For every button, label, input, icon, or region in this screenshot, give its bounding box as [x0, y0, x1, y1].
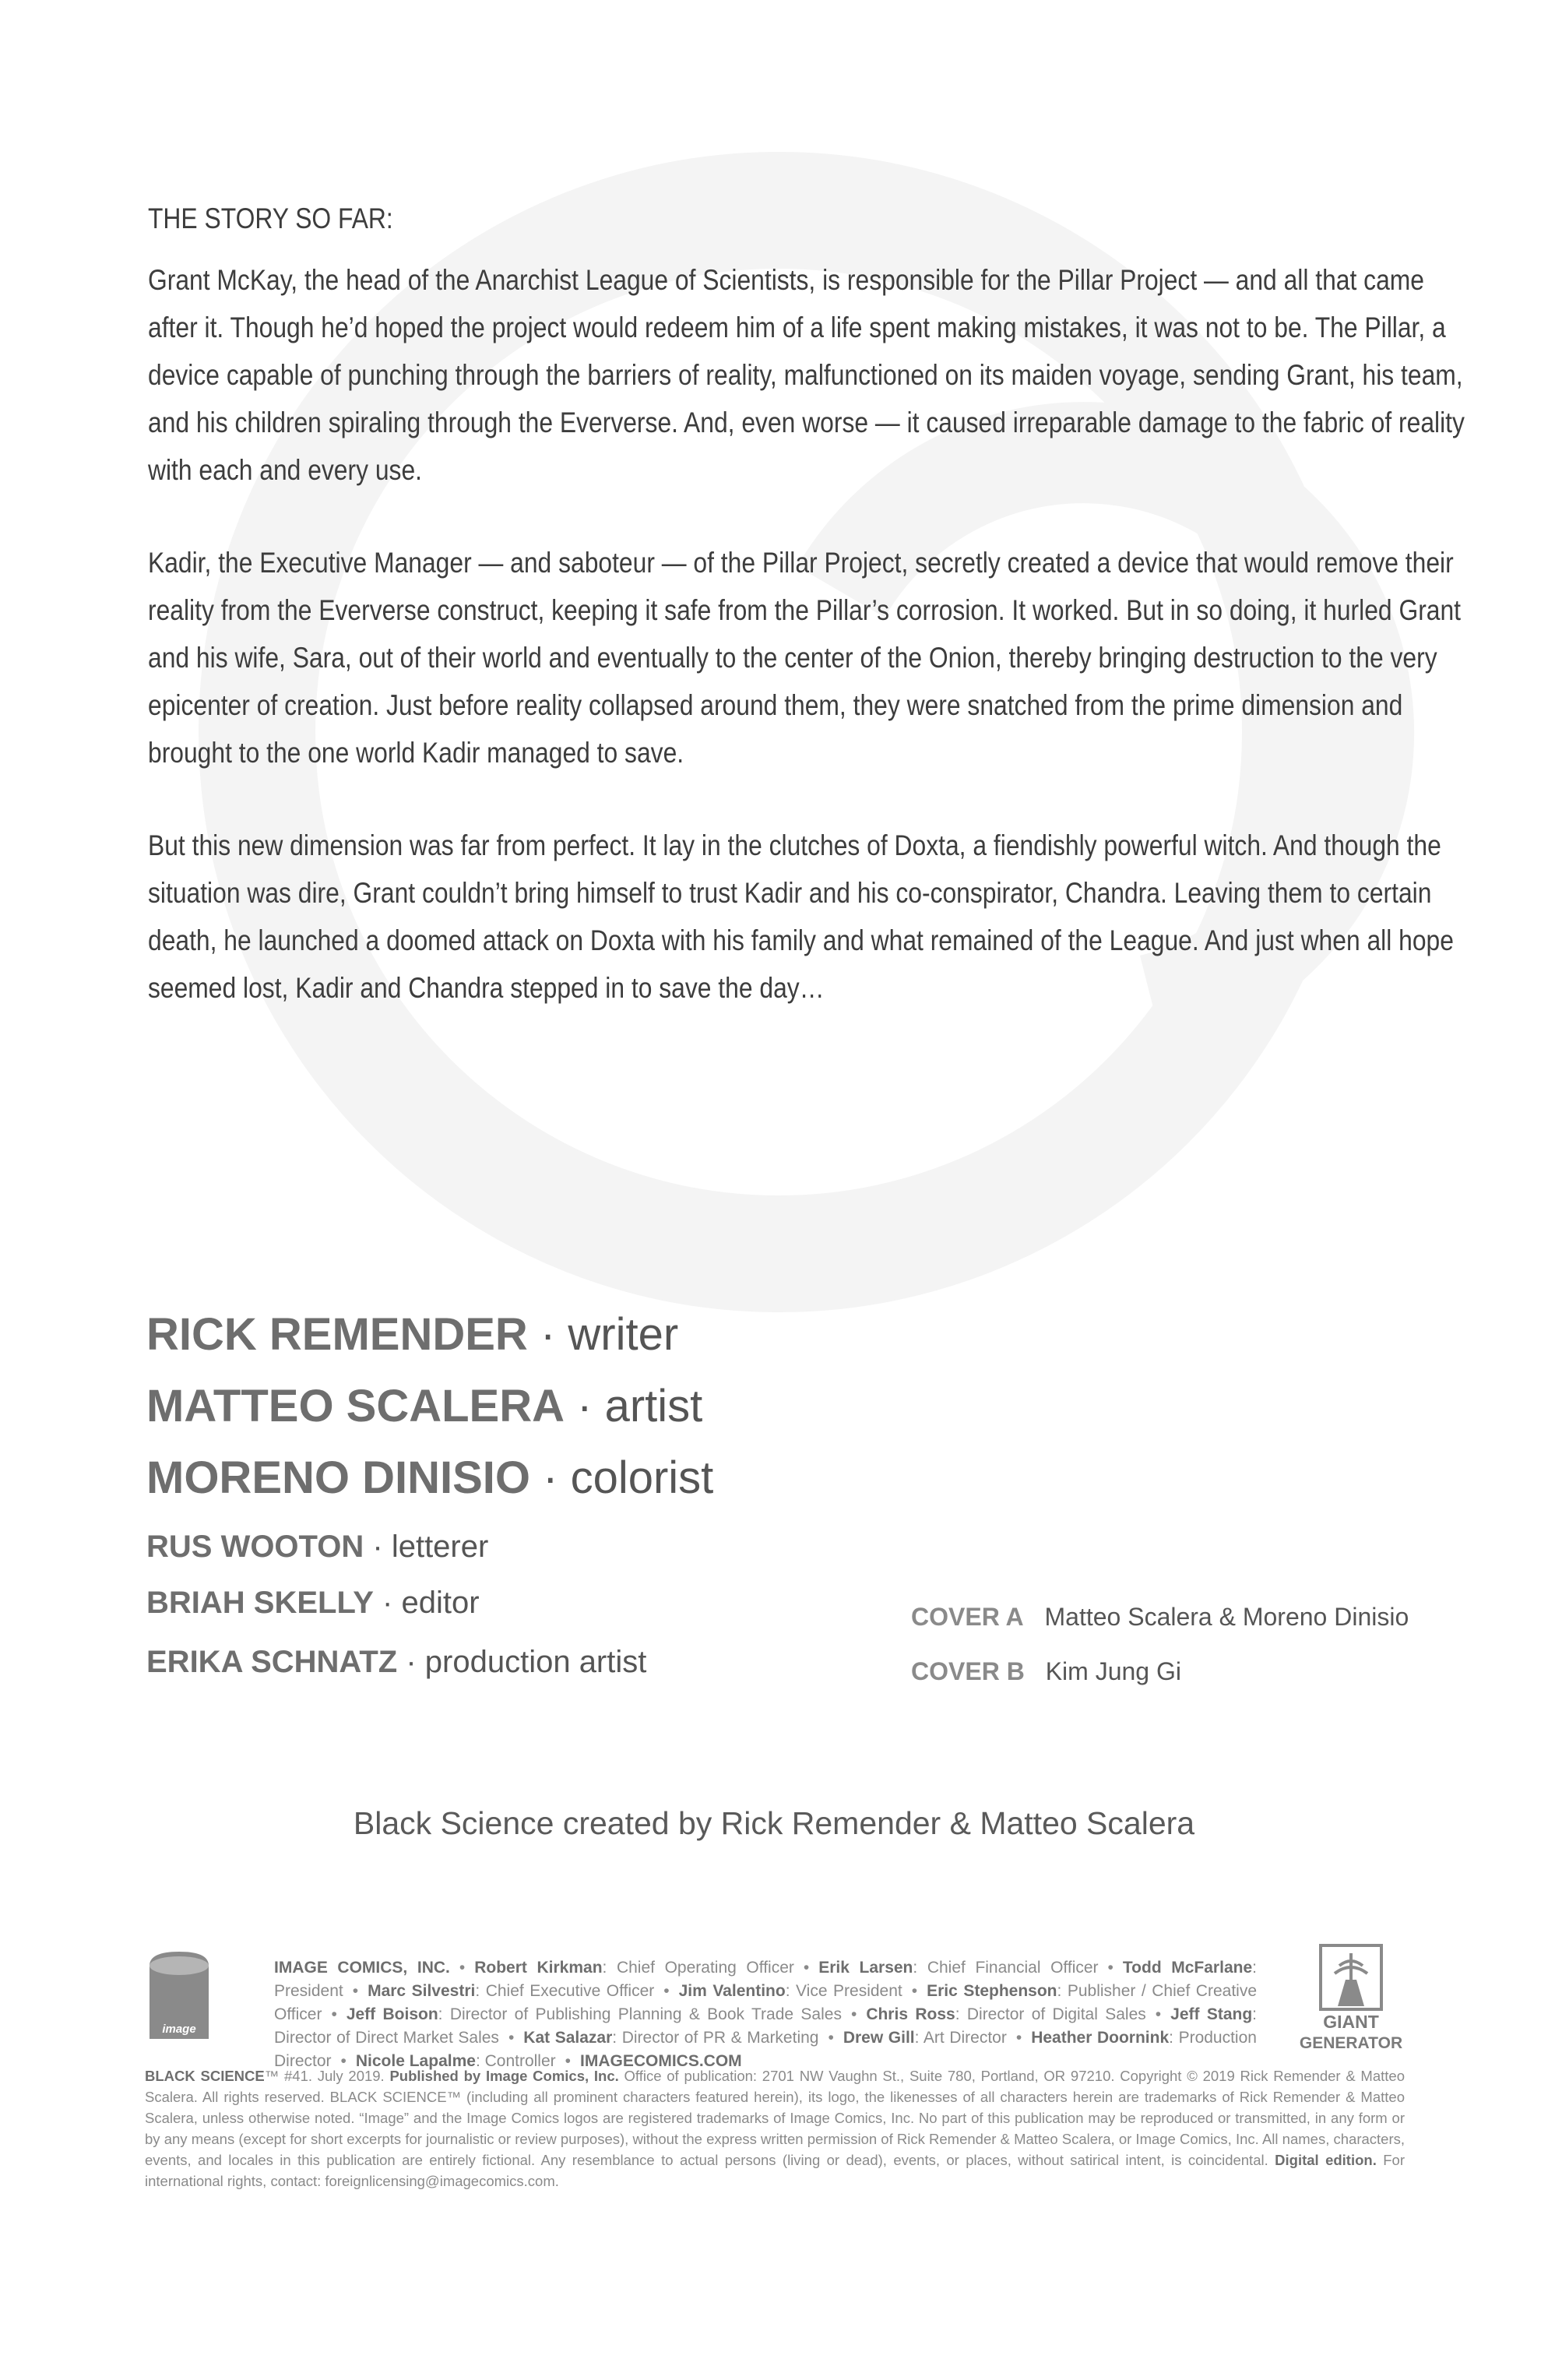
staff-title: : President [274, 1959, 1257, 2000]
created-by-line: Black Science created by Rick Remender & Matteo Scalera [353, 1805, 1195, 1841]
staff-title: : Vice President [785, 1982, 902, 2000]
giant-logo-word: GIANT [1323, 2012, 1379, 2032]
story-heading: THE STORY SO FAR: [148, 202, 393, 234]
staff-name: Robert Kirkman [474, 1959, 603, 1977]
staff-name: IMAGE COMICS, INC. [274, 1959, 450, 1977]
legal-issue: ™ #41. July 2019. [264, 2068, 390, 2084]
story-paragraph: But this new dimension was far from perfect. It lay in the clutches of Doxta, a fiendishly powerful witch. And though the situation was dire, Grant couldn’t bring himself to trust Kadir and his co-conspirator, Chandra. Leaving them to certain death, he launched a doomed attack on Doxta with his family and what remained of the League. And just when all hope seemed lost, Kadir and Chandra stepped in to save the day… [148, 829, 1454, 1004]
staff-title: : Chief Financial Officer [913, 1959, 1099, 1977]
staff-separator: • [663, 1982, 670, 2000]
generator-logo-word: GENERATOR [1299, 2034, 1403, 2052]
image-logo-text: image [162, 2023, 196, 2036]
staff-title: : Director of Publishing Planning & Book Trade Sales [438, 2005, 842, 2023]
story-paragraph: Kadir, the Executive Manager — and saboteur — of the Pillar Project, secretly created a device that would remove their reality from the Eververse construct, keeping it safe from the Pillar’s corrosion. It worked. But in so doing, it hurled Grant and his wife, Sara, out of their world and eventually to the center of the Onion, thereby bringing destruction to the very epicenter of creation. Just before reality collapsed around them, they were snatched from the prime dimension and brought to the one world Kadir managed to save. [148, 547, 1462, 769]
staff-title: : Production Director [274, 2029, 1257, 2070]
staff-title: : Chief Operating Officer [602, 1959, 794, 1977]
credit-role: · production artist [406, 1645, 647, 1679]
staff-separator: • [1015, 2029, 1022, 2047]
staff-name: Kat Salazar [523, 2029, 613, 2047]
staff-name: Nicole Lapalme [355, 2052, 476, 2070]
cover-label: COVER B [911, 1657, 1025, 1685]
legal-contact: For international rights, contact: foreignlicensing@imagecomics.com. [145, 2152, 1405, 2189]
legal-indicia [145, 2065, 1405, 2192]
staff-separator: • [565, 2052, 571, 2070]
cover-artist: Kim Jung Gi [1045, 1657, 1181, 1685]
cover-label: COVER A [911, 1603, 1024, 1631]
staff-separator: • [340, 2052, 347, 2070]
cover-a-credit [911, 1603, 1409, 1632]
staff-separator: • [1155, 2005, 1162, 2023]
staff-name: Eric Stephenson [927, 1982, 1057, 2000]
staff-name: Marc Silvestri [368, 1982, 476, 2000]
credit-name: RUS WOOTON [146, 1530, 364, 1564]
staff-title: : Art Director [914, 2029, 1007, 2047]
staff-separator: • [352, 1982, 359, 2000]
staff-name: Drew Gill [843, 2029, 915, 2047]
staff-title: : Director of Direct Market Sales [274, 2005, 1257, 2047]
credit-role: · editor [382, 1586, 480, 1620]
staff-name: IMAGECOMICS.COM [580, 2052, 742, 2070]
staff-separator: • [850, 2005, 857, 2023]
credit-name: MORENO DINISIO [146, 1452, 531, 1503]
staff-name: Jim Valentino [678, 1982, 786, 2000]
legal-publisher: Published by Image Comics, Inc. [389, 2068, 619, 2084]
story-so-far [148, 195, 1465, 1057]
image-comics-logo [145, 1949, 213, 2042]
staff-name: Jeff Boison [346, 2005, 438, 2023]
legal-copyright: Office of publication: 2701 NW Vaughn St., Suite 780, Portland, OR 97210. Copyright © 2019 Rick Remender & Matteo Scalera. All rights reserved. BLACK SCIENCE™ (including all prominent characters featured herein), its logo, the likenesses of all characters herein are trademarks of Rick Remender & Matteo Scalera, unless otherwise noted. “Image” and the Image Comics logos are registered trademarks of Image Comics, Inc. No part of this publication may be reproduced or transmitted, in any form or by any means (except for short excerpts for journalistic or review purposes), without the express written permission of Rick Remender & Matteo Scalera, or Image Comics, Inc. All names, characters, events, and locales in this publication are entirely fictional. Any resemblance to actual persons (living or dead), events, or places, without satirical intent, is coincidental. [145, 2068, 1405, 2168]
staff-name: Todd McFarlane [1122, 1959, 1253, 1977]
staff-name: Erik Larsen [818, 1959, 913, 1977]
staff-title: : Controller [475, 2052, 556, 2070]
cover-artist: Matteo Scalera & Moreno Dinisio [1044, 1603, 1409, 1631]
credit-colorist [146, 1452, 713, 1504]
credit-name: ERIKA SCHNATZ [146, 1645, 398, 1679]
staff-separator: • [1107, 1959, 1114, 1977]
staff-name: Heather Doornink [1031, 2029, 1170, 2047]
credit-role: · writer [540, 1309, 679, 1360]
staff-separator: • [331, 2005, 337, 2023]
staff-name: Chris Ross [866, 2005, 955, 2023]
credit-role: · artist [577, 1381, 703, 1431]
credit-role: · colorist [543, 1452, 714, 1503]
staff-title: : Publisher / Chief Creative Officer [274, 1982, 1258, 2023]
staff-separator: • [828, 2029, 834, 2047]
staff-separator: • [803, 1959, 810, 1977]
credit-artist [146, 1380, 702, 1432]
credit-editor [146, 1586, 480, 1621]
image-comics-staff [274, 1956, 1257, 2073]
credit-letterer [146, 1530, 488, 1565]
story-paragraph: Grant McKay, the head of the Anarchist League of Scientists, is responsible for the Pillar Project — and all that came after it. Though he’d hoped the project would redeem him of a life spent making mistakes, it was not to be. The Pillar, a device capable of punching through the barriers of reality, malfunctioned on its maiden voyage, sending Grant, his team, and his children spiraling through the Eververse. And, even worse — it caused irreparable damage to the fabric of reality with each and every use. [148, 264, 1465, 486]
cover-b-credit [911, 1657, 1181, 1686]
staff-title: : Director of PR & Marketing [612, 2029, 819, 2047]
staff-separator: • [459, 1959, 466, 1977]
credit-role: · letterer [372, 1530, 489, 1564]
staff-name: Jeff Stang [1170, 2005, 1253, 2023]
staff-separator: • [911, 1982, 918, 2000]
giant-generator-logo [1294, 1942, 1408, 2053]
legal-title: BLACK SCIENCE [145, 2068, 265, 2084]
legal-edition: Digital edition. [1275, 2152, 1377, 2168]
staff-separator: • [508, 2029, 515, 2047]
credit-writer [146, 1308, 678, 1361]
credit-production-artist [146, 1645, 646, 1680]
credit-name: RICK REMENDER [146, 1309, 528, 1360]
staff-title: : Director of Digital Sales [955, 2005, 1146, 2023]
staff-title: : Chief Executive Officer [475, 1982, 655, 2000]
credit-name: BRIAH SKELLY [146, 1586, 374, 1620]
credit-name: MATTEO SCALERA [146, 1381, 565, 1431]
